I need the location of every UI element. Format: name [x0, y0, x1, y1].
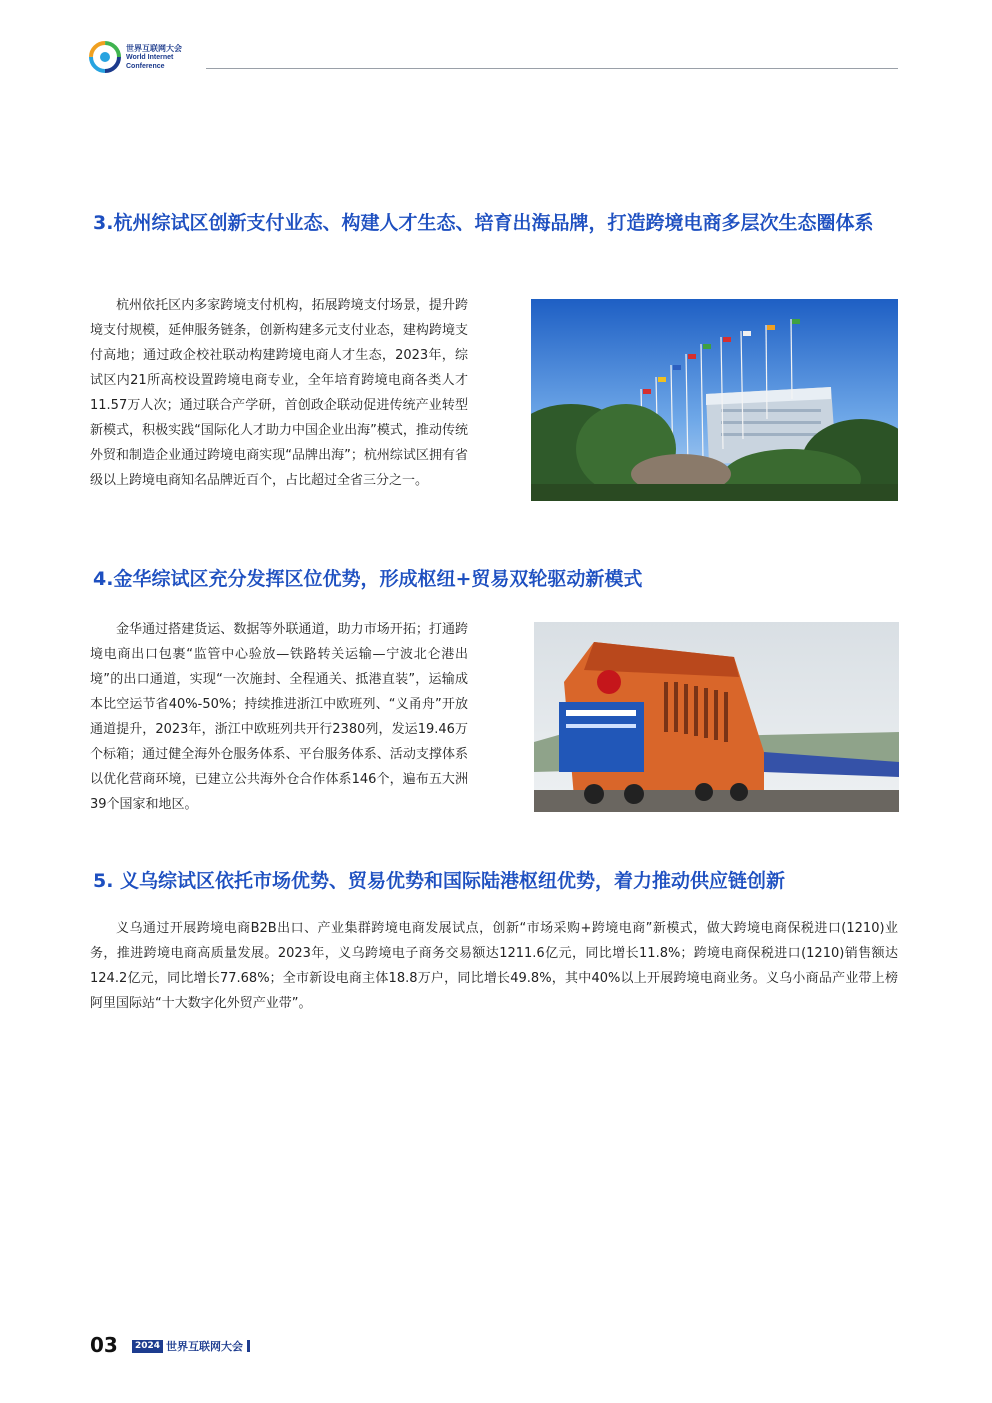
section-heading-yiwu: 5. 义乌综试区依托市场优势、贸易优势和国际陆港枢纽优势，着力推动供应链创新: [93, 870, 786, 892]
photo-jinhua-illustration: [534, 622, 899, 812]
photo-hangzhou-illustration: [531, 299, 898, 501]
photo-hangzhou-building: [531, 299, 898, 501]
page-number: 03: [90, 1333, 118, 1357]
logo-text: [126, 44, 182, 71]
header-divider: [206, 68, 898, 69]
section-body-yiwu: 义乌通过开展跨境电商B2B出口、产业集群跨境电商发展试点，创新“市场采购+跨境电商”新模式，做大跨境电商保税进口(1210)业务，推进跨境电商高质量发展。2023年，义乌跨境电子商务交易额达1211.6亿元，同比增长11.8%；跨境电商保税进口(1210)销售额达124.2亿元，同比增长77.68%；全市新设电商主体18.8万户，同比增长49.8%，其中40%以上开展跨境电商业务。义乌小商品产业带上榜阿里国际站“十大数字化外贸产业带”。: [90, 921, 898, 1011]
footer-title: 世界互联网大会: [166, 1340, 243, 1353]
section-heading-hangzhou: 3.杭州综试区创新支付业态、构建人才生态、培育出海品牌，打造跨境电商多层次生态圈体系: [93, 212, 874, 234]
section-heading-jinhua: 4.金华综试区充分发挥区位优势，形成枢纽+贸易双轮驱动新模式: [93, 568, 643, 590]
logo-en-1: World Internet: [126, 54, 174, 61]
footer-bar-icon: [247, 1340, 250, 1352]
year-badge: 2024: [132, 1340, 163, 1353]
wic-logo-icon: [88, 40, 122, 74]
logo-en-2: Conference: [126, 63, 165, 70]
photo-jinhua-train: [534, 622, 899, 812]
section-body-hangzhou: 杭州依托区内多家跨境支付机构，拓展跨境支付场景，提升跨境支付规模，延伸服务链条，创新构建多元支付业态，建构跨境支付高地；通过政企校社联动构建跨境电商人才生态，2023年，综试区内21所高校设置跨境电商专业，全年培育跨境电商各类人才11.57万人次；通过联合产学研，首创政企联动促进传统产业转型新模式，积极实践“国际化人才助力中国企业出海”模式，推动传统外贸和制造企业通过跨境电商实现“品牌出海”；杭州综试区拥有省级以上跨境电商知名品牌近百个，占比超过全省三分之一。: [90, 298, 468, 488]
logo-cn: 世界互联网大会: [126, 44, 182, 53]
page-footer: [90, 1333, 390, 1357]
section-body-jinhua: 金华通过搭建货运、数据等外联通道，助力市场开拓；打通跨境电商出口包裹“监管中心验放—铁路转关运输—宁波北仑港出境”的出口通道，实现“一次施封、全程通关、抵港直装”，运输成本比空运节省40%-50%；持续推进浙江中欧班列、“义甬舟”开放通道提升，2023年，浙江中欧班列共开行2380列，发运19.46万个标箱；通过健全海外仓服务体系、平台服务体系、活动支撑体系以优化营商环境，已建立公共海外仓合作体系146个，遍布五大洲39个国家和地区。: [90, 622, 468, 812]
page-header: [88, 40, 898, 76]
